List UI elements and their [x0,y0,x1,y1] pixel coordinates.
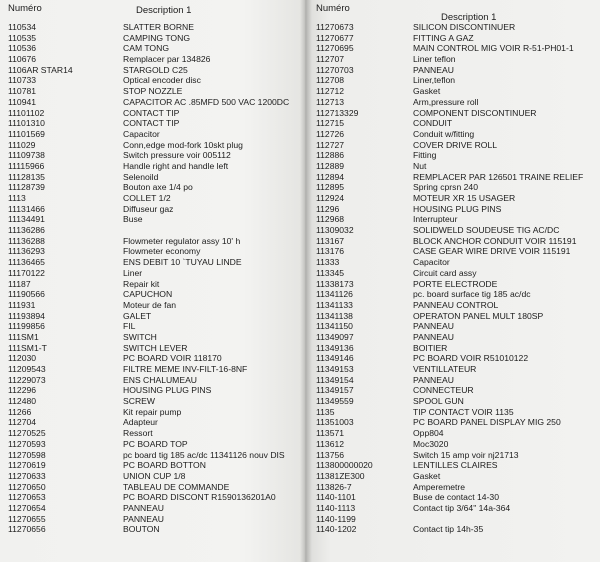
table-row [307,375,600,386]
table-row [307,204,600,215]
table-row [307,407,600,418]
part-number: 11270703 [316,64,354,75]
part-description: COLLET 1/2 [123,193,171,203]
table-row [307,33,600,44]
part-number: 111029 [8,139,36,150]
part-number: 11101102 [8,107,45,118]
page-fold-shadow [300,0,312,562]
part-number: 112708 [316,75,345,86]
table-row [307,450,600,461]
part-description: Contact tip 14h-35 [413,524,484,535]
table-row [307,129,600,140]
table-row [307,43,600,54]
part-description: Flowmeter regulator assy 10' h [123,235,241,246]
part-description: Buse de contact 14-30 [413,492,499,503]
part-description: Moteur de fan [123,299,177,310]
table-row [0,300,305,311]
part-description: Capacitor [413,257,450,268]
part-number: 11229073 [8,374,46,385]
part-number: 11266 [8,406,32,417]
part-description: Contact tip 3/64" 14a-364 [413,502,511,513]
part-description: CAPUCHON [123,289,173,300]
part-description: Bouton axe 1/4 po [123,182,193,193]
part-number: 113800000020 [316,460,373,471]
part-number: 11270525 [8,428,46,439]
part-description: PC BOARD BOTTON [123,460,206,471]
part-description: Ressort [123,428,153,439]
part-number: 11349154 [316,374,354,385]
table-row [307,321,600,332]
part-description: SOLIDWELD SOUDEUSE TIG AC/DC [413,225,560,236]
part-description: BOITIER [413,342,448,353]
table-row [307,54,600,65]
table-row [307,396,600,407]
table-row [307,172,600,183]
table-row [0,75,305,86]
part-description: Spring cprsn 240 [413,182,478,193]
table-row [307,417,600,428]
part-description: PC BOARD TOP [123,438,188,449]
part-number: 11115966 [8,160,45,171]
part-number: 113176 [316,246,345,257]
part-description: Nut [413,160,427,171]
table-row [0,353,305,364]
part-number: 11128135 [8,171,45,182]
table-row [307,214,600,225]
part-number: 1140-1101 [316,492,356,503]
table-row [0,22,305,33]
part-description: Arm,pressure roll [413,96,479,107]
table-row [0,428,305,439]
table-row [307,385,600,396]
part-description: PANNEAU [413,321,454,332]
table-row [307,289,600,300]
part-description: Buse [123,214,143,225]
part-description: PANNEAU CONTROL [413,299,499,310]
part-description: Diffuseur gaz [123,203,174,214]
table-row [0,33,305,44]
part-description: SILICON DISCONTINUER [413,22,516,32]
part-number: 11136288 [8,235,45,246]
description-column-header: Description 1 [136,5,192,16]
table-row [0,225,305,236]
part-description: PC BOARD VOIR 118170 [123,353,222,364]
part-description: SWITCH LEVER [123,342,188,353]
part-number: 113612 [316,438,345,449]
part-description: Moc3020 [413,438,449,449]
part-description: Switch pressure voir 005112 [123,150,231,161]
part-number: 113756 [316,449,345,460]
part-number: 11101310 [8,118,45,129]
part-description: PANNEAU [123,513,164,524]
part-number: 11101569 [8,128,45,139]
table-row [0,417,305,428]
table-row [0,65,305,76]
part-number: 112726 [316,128,345,139]
part-number: 11190566 [8,289,45,300]
part-description: VENTILLATEUR [413,364,477,374]
table-row [307,460,600,471]
part-number: 11136286 [8,225,45,236]
part-number: 112924 [316,193,345,203]
table-row [0,268,305,279]
part-description: Fitting [413,150,437,161]
part-description [413,514,600,525]
part-description: OPERATON PANEL MULT 180SP [413,310,544,321]
table-row [0,450,305,461]
table-row [307,161,600,172]
part-number: 11341150 [316,321,353,332]
part-number: 112713 [316,96,345,107]
part-number: 112296 [8,385,37,396]
part-description: PC BOARD PANEL DISPLAY MIG 250 [413,417,561,428]
part-description: PANNEAU [413,331,454,342]
part-number: 1140-1199 [316,513,356,524]
part-number: 110676 [8,54,37,65]
part-number: 112480 [8,396,37,407]
table-row [0,193,305,204]
part-number: 11131466 [8,203,45,214]
table-row [307,150,600,161]
table-row [307,65,600,76]
part-description: Kit repair pump [123,406,182,417]
part-number: 11270593 [8,438,46,449]
table-row [307,86,600,97]
description-column-header: Description 1 [441,12,497,23]
part-number: 11270673 [316,22,354,32]
part-number: 112886 [316,150,345,161]
part-description: CONDUIT [413,118,453,129]
table-row [307,300,600,311]
table-row [307,236,600,247]
part-number: 110733 [8,75,37,86]
part-number: 11270619 [8,460,46,471]
part-number: 110534 [8,22,37,32]
table-row [0,54,305,65]
part-description: Amperemetre [413,481,466,492]
table-row [0,279,305,290]
part-number: 112889 [316,160,345,171]
table-row [0,97,305,108]
part-description: Interrupteur [413,214,458,225]
table-row [0,321,305,332]
part-description [123,225,305,236]
part-description: PC BOARD VOIR R51010122 [413,353,529,364]
part-description: SPOOL GUN [413,396,464,407]
part-number: 110781 [8,86,37,97]
table-row [0,492,305,503]
part-number: 112030 [8,353,37,364]
table-row [0,407,305,418]
table-row [307,343,600,354]
table-row [307,225,600,236]
part-number: 112713329 [316,107,359,118]
part-number: 11296 [316,203,340,214]
part-number: 112968 [316,214,345,225]
part-description: CAPACITOR AC .85MFD 500 VAC 1200DC [123,96,290,107]
table-row [307,364,600,375]
part-description: CASE GEAR WIRE DRIVE VOIR 115191 [413,246,571,257]
part-description: STOP NOZZLE [123,86,183,97]
part-description: pc. board surface tig 185 ac/dc [413,289,531,300]
part-description: Liner [123,267,143,278]
table-row [0,204,305,215]
part-number: 11349136 [316,342,354,353]
table-row [0,150,305,161]
part-description: TABLEAU DE COMMANDE [123,481,230,492]
part-description: Handle right and handle left [123,160,229,171]
part-description: Conduit w/fitting [413,128,475,139]
table-row [0,460,305,471]
part-description: PC BOARD DISCONT R1590136201A0 [123,492,276,503]
part-description: UNION CUP 1/8 [123,470,186,481]
part-number: 112715 [316,118,345,129]
part-number: 112712 [316,86,345,97]
part-description: Switch 15 amp voir nj21713 [413,449,519,460]
table-row [0,364,305,375]
table-row [0,396,305,407]
part-number: 112707 [316,54,345,65]
part-description: SWITCH [123,331,157,342]
table-row [0,289,305,300]
part-number: 113826-7 [316,481,352,492]
table-row [307,246,600,257]
part-number: 11193894 [8,310,45,321]
part-description: SLATTER BORNE [123,22,194,32]
table-row [307,140,600,151]
part-description: CAMPING TONG [123,32,191,43]
part-description: Capacitor [123,128,160,139]
number-column-header: Numéro [316,3,350,14]
table-row [0,332,305,343]
part-description: FIL [123,321,136,332]
table-row [0,343,305,354]
part-number: 1140-1113 [316,502,356,513]
part-description: SCREW [123,396,155,407]
table-row [307,492,600,503]
part-description: Liner teflon [413,54,456,65]
table-row [307,471,600,482]
table-row [0,375,305,386]
table-row [0,385,305,396]
table-row [307,182,600,193]
table-row [307,97,600,108]
part-number: 11381ZE300 [316,470,365,481]
table-row [307,118,600,129]
part-number: 11134491 [8,214,45,225]
part-number: 1135 [316,406,335,417]
part-description: CONTACT TIP [123,118,180,129]
part-number: 11349146 [316,353,354,364]
table-row [0,514,305,525]
part-description: CAM TONG [123,43,169,54]
table-row [307,514,600,525]
table-row [0,236,305,247]
right-page [307,0,600,562]
part-description: ENS DEBIT 10 `TUYAU LINDE [123,257,242,268]
part-description: CONNECTEUR [413,385,474,396]
part-description: MOTEUR XR 15 USAGER [413,193,516,203]
part-description: PANNEAU [413,64,454,75]
part-number: 112894 [316,171,345,182]
part-description: MAIN CONTROL MIG VOIR R-51-PH01-1 [413,43,574,54]
part-number: 11333 [316,257,340,268]
table-row [0,246,305,257]
table-row [307,524,600,535]
table-row [0,140,305,151]
part-number: 11270650 [8,481,46,492]
table-row [307,503,600,514]
part-number: 110941 [8,96,37,107]
part-description: Circuit card assy [413,267,477,278]
part-number: 11199856 [8,321,45,332]
table-row [307,279,600,290]
part-number: 11270656 [8,524,46,535]
part-number: 111931 [8,299,36,310]
table-row [307,75,600,86]
table-row [0,118,305,129]
part-number: 111SM1 [8,331,39,342]
part-number: 11270654 [8,502,46,513]
part-number: 11349153 [316,364,354,374]
table-row [307,482,600,493]
table-row [0,214,305,225]
part-description: HOUSING PLUG PINS [413,203,502,214]
table-row [307,268,600,279]
part-description: Optical encoder disc [123,75,201,86]
part-number: 112895 [316,182,345,193]
table-row [307,108,600,119]
part-number: 11270633 [8,470,46,481]
part-number: 110535 [8,32,37,43]
part-number: 1113 [8,193,26,203]
table-row [0,257,305,268]
part-number: 11349559 [316,396,354,407]
part-description: TIP CONTACT VOIR 1135 [413,406,514,417]
part-number: 11270598 [8,449,46,460]
part-description: Opp804 [413,428,444,439]
part-number: 11109738 [8,150,45,161]
part-description: Flowmeter economy [123,246,201,257]
part-number: 113345 [316,267,345,278]
number-column-header: Numéro [8,3,42,14]
part-number: 111SM1-T [8,342,47,353]
part-description: COMPONENT DISCONTINUER [413,107,537,118]
part-number: 11341126 [316,289,353,300]
part-description: Repair kit [123,278,160,289]
part-description: Remplacer par 134826 [123,54,211,65]
table-row [0,182,305,193]
part-number: 11136293 [8,246,45,257]
part-number: 1140-1202 [316,524,357,535]
table-row [0,172,305,183]
part-description: BLOCK ANCHOR CONDUIT VOIR 115191 [413,235,577,246]
part-number: 11270653 [8,492,46,503]
part-number: 11338173 [316,278,354,289]
table-row [307,193,600,204]
table-row [0,503,305,514]
part-number: 11270695 [316,43,354,54]
part-number: 11341138 [316,310,353,321]
part-description: REMPLACER PAR 126501 TRAINE RELIEF [413,171,584,182]
table-row [307,439,600,450]
table-row [0,43,305,54]
part-number: 1106AR STAR14 [8,64,73,75]
part-number: 113571 [316,428,345,439]
part-description: PORTE ELECTRODE [413,278,498,289]
table-row [0,524,305,535]
part-description: STARGOLD C25 [123,64,188,75]
part-number: 11351003 [316,417,354,428]
table-row [307,22,600,33]
part-number: 11341133 [316,299,353,310]
table-row [307,332,600,343]
part-description: Gasket [413,86,441,97]
part-description: FILTRE MEME INV-FILT-16-8NF [123,364,248,374]
part-description: PANNEAU [123,502,164,513]
part-description: Adapteur [123,417,158,428]
part-number: 113167 [316,235,345,246]
part-description: Gasket [413,470,441,481]
part-number: 11349097 [316,331,354,342]
table-row [0,482,305,493]
table-row [0,439,305,450]
part-description: PANNEAU [413,374,454,385]
part-description: ENS CHALUMEAU [123,374,198,385]
part-description: COVER DRIVE ROLL [413,139,498,150]
part-number: 11136465 [8,257,45,268]
table-row [0,311,305,322]
part-description: LENTILLES CLAIRES [413,460,498,471]
part-number: 11209543 [8,364,46,374]
part-description: Liner,teflon [413,75,456,86]
part-description: FITTING A GAZ [413,32,474,43]
table-row [307,428,600,439]
table-row [0,86,305,97]
parts-list-left [0,22,305,535]
part-number: 11128739 [8,182,45,193]
part-number: 11270655 [8,513,46,524]
table-row [0,161,305,172]
part-description: BOUTON [123,524,160,535]
table-row [307,311,600,322]
part-description: pc board tig 185 ac/dc 11341126 nouv DIS [123,449,285,460]
table-row [0,108,305,119]
part-number: 11309032 [316,225,354,236]
part-description: GALET [123,310,152,321]
part-number: 112704 [8,417,37,428]
table-row [0,129,305,140]
part-description: Conn,edge mod-fork 10skt plug [123,139,243,150]
part-number: 112727 [316,139,345,150]
part-description: HOUSING PLUG PINS [123,385,212,396]
part-description: CONTACT TIP [123,107,180,118]
part-number: 11170122 [8,267,45,278]
part-description: Selenoild [123,171,159,182]
part-number: 11270677 [316,32,354,43]
table-row [307,353,600,364]
table-row [307,257,600,268]
table-row [0,471,305,482]
part-number: 110536 [8,43,37,54]
part-number: 11187 [8,278,31,289]
part-number: 11349157 [316,385,354,396]
parts-list-right [307,22,600,535]
